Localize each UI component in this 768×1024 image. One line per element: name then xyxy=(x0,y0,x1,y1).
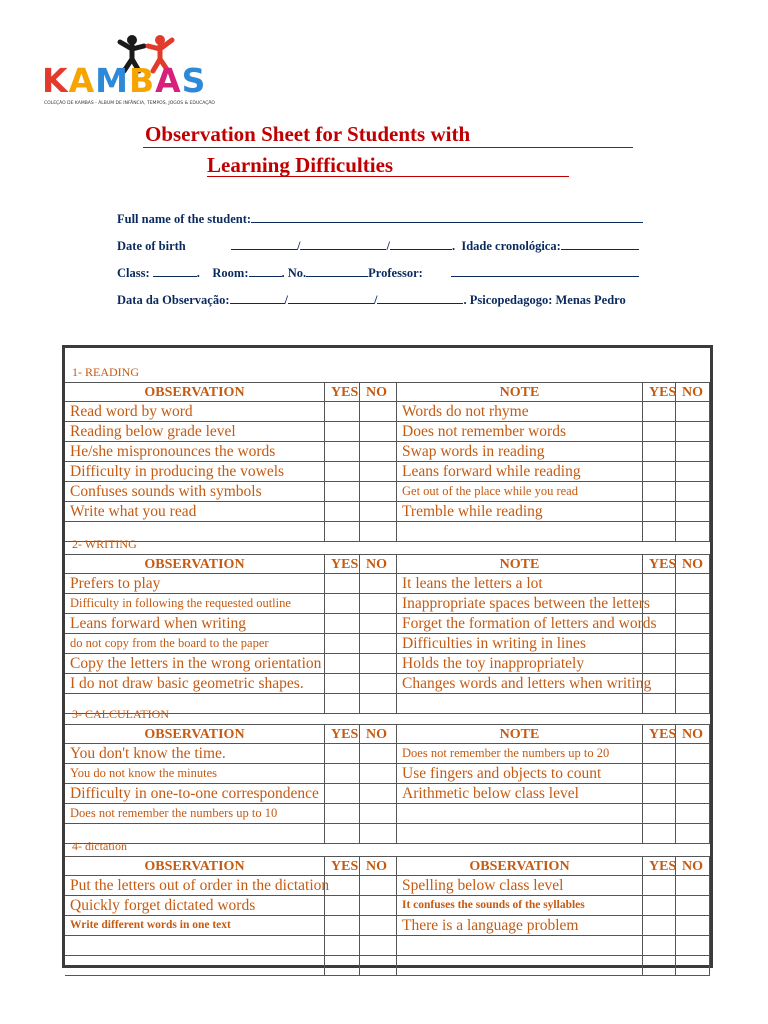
yes-checkbox-cell[interactable] xyxy=(325,956,360,976)
cell-text: Confuses sounds with symbols xyxy=(70,483,262,500)
observation-cell xyxy=(65,916,325,936)
note-cell xyxy=(397,634,643,654)
no-checkbox-cell[interactable] xyxy=(360,876,397,896)
yes-checkbox-cell[interactable] xyxy=(325,916,360,936)
no-checkbox-cell[interactable] xyxy=(360,462,397,482)
idade-label: Idade cronológica: xyxy=(461,239,561,253)
table-row xyxy=(65,654,710,674)
no-checkbox-cell[interactable] xyxy=(676,422,710,442)
cell-text: Difficulties in writing in lines xyxy=(402,635,586,652)
cell-text: Write what you read xyxy=(70,503,197,520)
yes-checkbox-cell[interactable] xyxy=(643,594,676,614)
cell-text: Arithmetic below class level xyxy=(402,785,579,802)
column-header: YES xyxy=(325,554,360,574)
yes-checkbox-cell[interactable] xyxy=(643,936,676,956)
cell-text: Prefers to play xyxy=(70,575,161,592)
table-header-row xyxy=(65,382,710,402)
class-label: Class: xyxy=(117,266,150,280)
no-checkbox-cell[interactable] xyxy=(360,634,397,654)
yes-checkbox-cell[interactable] xyxy=(643,744,676,764)
observation-cell xyxy=(65,674,325,694)
table-row xyxy=(65,744,710,764)
cell-text: Put the letters out of order in the dictation xyxy=(70,877,330,894)
table-row xyxy=(65,936,710,956)
no-checkbox-cell[interactable] xyxy=(676,916,710,936)
observation-cell xyxy=(65,502,325,522)
table-row xyxy=(65,784,710,804)
note-cell xyxy=(397,674,652,694)
no-checkbox-cell[interactable] xyxy=(676,482,710,502)
yes-checkbox-cell[interactable] xyxy=(325,574,360,594)
dob-row xyxy=(117,239,639,253)
cell-text: Quickly forget dictated words xyxy=(70,897,256,914)
table-row xyxy=(65,462,710,482)
yes-checkbox-cell[interactable] xyxy=(325,442,360,462)
yes-checkbox-cell[interactable] xyxy=(325,634,360,654)
column-header: YES xyxy=(325,724,360,744)
no-checkbox-cell[interactable] xyxy=(360,764,397,784)
table-header-row xyxy=(65,724,710,744)
column-header: OBSERVATION xyxy=(65,382,325,402)
cell-text: Difficulty in following the requested outline xyxy=(70,596,291,610)
yes-checkbox-cell[interactable] xyxy=(325,804,360,824)
cell-text: Difficulty in producing the vowels xyxy=(70,463,285,480)
cell-text: Copy the letters in the wrong orientation xyxy=(70,655,322,672)
column-header: YES xyxy=(643,724,676,744)
yes-checkbox-cell[interactable] xyxy=(643,804,676,824)
obs-month-field[interactable] xyxy=(288,293,374,304)
table-row xyxy=(65,896,710,916)
dob-end: . xyxy=(451,239,456,253)
column-header: NO xyxy=(360,856,397,876)
obs-separator: / xyxy=(373,293,378,307)
obs-date-label: Data da Observação: xyxy=(117,293,230,307)
cell-text: Write different words in one text xyxy=(70,919,231,931)
cell-text: It leans the letters a lot xyxy=(402,575,543,592)
column-header: NO xyxy=(360,554,397,574)
note-cell xyxy=(397,694,643,714)
no-checkbox-cell[interactable] xyxy=(360,502,397,522)
cell-text: Inappropriate spaces between the letters xyxy=(402,595,650,612)
column-header: OBSERVATION xyxy=(397,856,643,876)
yes-checkbox-cell[interactable] xyxy=(325,824,360,844)
cell-text: There is a language problem xyxy=(402,917,579,934)
yes-checkbox-cell[interactable] xyxy=(325,614,360,634)
observation-sheet xyxy=(62,345,713,968)
table-header-row xyxy=(65,856,710,876)
cell-text: It confuses the sounds of the syllables xyxy=(402,899,585,911)
no-checkbox-cell[interactable] xyxy=(360,574,397,594)
full-name-label: Full name of the student: xyxy=(117,212,252,226)
no-checkbox-cell[interactable] xyxy=(360,824,397,844)
cell-text: Use fingers and objects to count xyxy=(402,765,602,782)
no-field[interactable] xyxy=(306,266,368,277)
column-header: NOTE xyxy=(397,382,643,402)
table-row xyxy=(65,502,710,522)
obs-day-field[interactable] xyxy=(230,293,285,304)
cell-text: Leans forward when writing xyxy=(70,615,247,632)
observation-cell xyxy=(65,936,325,956)
no-checkbox-cell[interactable] xyxy=(676,876,710,896)
note-cell xyxy=(397,896,643,916)
full-name-field[interactable] xyxy=(251,212,643,223)
column-header: YES xyxy=(643,856,676,876)
column-header: YES xyxy=(643,554,676,574)
no-checkbox-cell[interactable] xyxy=(360,654,397,674)
table-row xyxy=(65,574,710,594)
yes-checkbox-cell[interactable] xyxy=(325,896,360,916)
column-header: NO xyxy=(676,724,710,744)
column-header: OBSERVATION xyxy=(65,554,325,574)
observation-cell xyxy=(65,422,325,442)
yes-checkbox-cell[interactable] xyxy=(643,614,676,634)
yes-checkbox-cell[interactable] xyxy=(643,896,676,916)
column-header: NO xyxy=(676,554,710,574)
yes-checkbox-cell[interactable] xyxy=(643,462,676,482)
page-title-line1: Observation Sheet for Students with xyxy=(145,122,471,146)
yes-checkbox-cell[interactable] xyxy=(325,594,360,614)
column-header: YES xyxy=(643,382,676,402)
dob-day-field[interactable] xyxy=(231,239,297,250)
logo-brand-text: KAMBAS xyxy=(42,61,207,100)
no-checkbox-cell[interactable] xyxy=(676,936,710,956)
table-row xyxy=(65,674,710,694)
observation-cell xyxy=(65,784,325,804)
yes-checkbox-cell[interactable] xyxy=(643,674,676,694)
column-header: OBSERVATION xyxy=(65,856,325,876)
no-checkbox-cell[interactable] xyxy=(676,594,710,614)
observation-cell xyxy=(65,634,325,654)
section-title: 3- CALCULATION xyxy=(72,707,169,721)
table-row xyxy=(65,614,710,634)
no-checkbox-cell[interactable] xyxy=(676,574,710,594)
yes-checkbox-cell[interactable] xyxy=(325,674,360,694)
class-field[interactable] xyxy=(153,266,197,277)
yes-checkbox-cell[interactable] xyxy=(325,654,360,674)
obs-year-field[interactable] xyxy=(377,293,463,304)
yes-checkbox-cell[interactable] xyxy=(643,824,676,844)
note-cell xyxy=(397,824,643,844)
table-header-row xyxy=(65,554,710,574)
dob-separator: / xyxy=(386,239,390,253)
note-cell xyxy=(397,462,643,482)
obs-date-row xyxy=(117,293,626,307)
section-title: 1- READING xyxy=(72,365,139,379)
no-checkbox-cell[interactable] xyxy=(676,674,710,694)
cell-text: Forget the formation of letters and words xyxy=(402,615,657,632)
yes-checkbox-cell[interactable] xyxy=(325,462,360,482)
table-row xyxy=(65,804,710,824)
yes-checkbox-cell[interactable] xyxy=(643,694,676,714)
no-checkbox-cell[interactable] xyxy=(676,402,710,422)
logo-tagline: COLEÇÃO DE KAMBAS - ÁLBUM DE INFÂNCIA, TEMPOS, JOGOS & EDUCAÇÃO xyxy=(44,101,215,106)
no-checkbox-cell[interactable] xyxy=(676,614,710,634)
yes-checkbox-cell[interactable] xyxy=(325,764,360,784)
full-name-row xyxy=(117,212,643,226)
table-row xyxy=(65,422,710,442)
no-checkbox-cell[interactable] xyxy=(676,764,710,784)
title-underline-2 xyxy=(207,176,569,177)
yes-checkbox-cell[interactable] xyxy=(643,422,676,442)
yes-checkbox-cell[interactable] xyxy=(643,402,676,422)
note-cell xyxy=(397,422,643,442)
section-title: 2- WRITING xyxy=(72,537,137,551)
no-checkbox-cell[interactable] xyxy=(360,614,397,634)
dob-year-field[interactable] xyxy=(390,239,452,250)
observation-cell xyxy=(65,764,325,784)
cell-text: You don't know the time. xyxy=(70,745,226,762)
cell-text: Does not remember words xyxy=(402,423,566,440)
no-checkbox-cell[interactable] xyxy=(360,674,397,694)
observation-cell xyxy=(65,804,325,824)
yes-checkbox-cell[interactable] xyxy=(643,574,676,594)
yes-checkbox-cell[interactable] xyxy=(643,634,676,654)
yes-checkbox-cell[interactable] xyxy=(643,916,676,936)
observation-cell xyxy=(65,482,325,502)
no-checkbox-cell[interactable] xyxy=(360,744,397,764)
table-row xyxy=(65,402,710,422)
yes-checkbox-cell[interactable] xyxy=(325,694,360,714)
no-checkbox-cell[interactable] xyxy=(676,522,710,542)
cell-text: Spelling below class level xyxy=(402,877,564,894)
psicopedagogo-text: . Psicopedagogo: Menas Pedro xyxy=(463,293,626,307)
dob-month-field[interactable] xyxy=(300,239,386,250)
note-cell xyxy=(397,936,643,956)
kambas-logo xyxy=(40,34,215,114)
page-title-line2: Learning Difficulties xyxy=(207,153,394,177)
cell-text: Tremble while reading xyxy=(402,503,543,520)
table-row xyxy=(65,634,710,654)
cell-text: Difficulty in one-to-one correspondence xyxy=(70,785,319,802)
table-row xyxy=(65,594,710,614)
observation-cell xyxy=(65,876,330,896)
cell-text: Get out of the place while you read xyxy=(402,484,578,498)
column-header: NO xyxy=(676,382,710,402)
yes-checkbox-cell[interactable] xyxy=(325,936,360,956)
no-checkbox-cell[interactable] xyxy=(360,594,397,614)
note-cell xyxy=(397,876,643,896)
cell-text: Holds the toy inappropriately xyxy=(402,655,585,672)
section-title: 4- dictation xyxy=(72,839,127,853)
cell-text: Leans forward while reading xyxy=(402,463,581,480)
cell-text: Does not remember the numbers up to 20 xyxy=(402,746,610,760)
yes-checkbox-cell[interactable] xyxy=(643,654,676,674)
yes-checkbox-cell[interactable] xyxy=(643,482,676,502)
yes-checkbox-cell[interactable] xyxy=(325,876,360,896)
table-row xyxy=(65,824,710,844)
column-header: NOTE xyxy=(397,554,643,574)
yes-checkbox-cell[interactable] xyxy=(643,442,676,462)
no-checkbox-cell[interactable] xyxy=(676,824,710,844)
no-checkbox-cell[interactable] xyxy=(676,896,710,916)
table-row xyxy=(65,876,710,896)
no-checkbox-cell[interactable] xyxy=(676,442,710,462)
yes-checkbox-cell[interactable] xyxy=(643,522,676,542)
no-checkbox-cell[interactable] xyxy=(676,956,710,976)
no-checkbox-cell[interactable] xyxy=(360,422,397,442)
cell-text: do not copy from the board to the paper xyxy=(70,636,269,650)
note-cell xyxy=(397,744,643,764)
table-row xyxy=(65,442,710,462)
yes-checkbox-cell[interactable] xyxy=(325,402,360,422)
no-checkbox-cell[interactable] xyxy=(360,804,397,824)
observation-cell xyxy=(65,442,325,462)
yes-checkbox-cell[interactable] xyxy=(325,482,360,502)
no-checkbox-cell[interactable] xyxy=(676,654,710,674)
cell-text: Read word by word xyxy=(70,403,193,420)
no-checkbox-cell[interactable] xyxy=(360,442,397,462)
cell-text: Swap words in reading xyxy=(402,443,545,460)
professor-field[interactable] xyxy=(451,266,639,277)
dob-separator: / xyxy=(297,239,301,253)
observation-cell xyxy=(65,574,325,594)
cell-text: He/she mispronounces the words xyxy=(70,443,276,460)
column-header: NOTE xyxy=(397,724,643,744)
title-underline-1 xyxy=(143,147,633,148)
no-checkbox-cell[interactable] xyxy=(676,462,710,482)
cell-text: Does not remember the numbers up to 10 xyxy=(70,806,278,820)
table-row xyxy=(65,482,710,502)
yes-checkbox-cell[interactable] xyxy=(325,422,360,442)
class-end: . xyxy=(196,266,200,280)
no-checkbox-cell[interactable] xyxy=(676,502,710,522)
observation-cell xyxy=(65,462,325,482)
note-cell xyxy=(397,522,643,542)
column-header: YES xyxy=(325,382,360,402)
no-checkbox-cell[interactable] xyxy=(676,784,710,804)
column-header: NO xyxy=(676,856,710,876)
yes-checkbox-cell[interactable] xyxy=(325,522,360,542)
cell-text: You do not know the minutes xyxy=(70,766,218,780)
column-header: NO xyxy=(360,724,397,744)
note-cell xyxy=(397,402,643,422)
observation-cell xyxy=(65,956,325,976)
cell-text: Changes words and letters when writing xyxy=(402,675,652,692)
note-cell xyxy=(397,482,643,502)
table-row xyxy=(65,956,710,976)
observation-cell xyxy=(65,896,325,916)
note-cell xyxy=(397,784,643,804)
no-checkbox-cell[interactable] xyxy=(676,634,710,654)
column-header: NO xyxy=(360,382,397,402)
note-cell xyxy=(397,804,643,824)
note-cell xyxy=(397,442,643,462)
dob-label: Date of birth xyxy=(117,239,186,253)
cell-text: Words do not rhyme xyxy=(402,403,529,420)
no-checkbox-cell[interactable] xyxy=(360,896,397,916)
no-checkbox-cell[interactable] xyxy=(360,522,397,542)
room-label: Room: xyxy=(212,266,249,280)
yes-checkbox-cell[interactable] xyxy=(325,784,360,804)
idade-field[interactable] xyxy=(561,239,639,250)
observation-cell xyxy=(65,744,325,764)
no-checkbox-cell[interactable] xyxy=(676,694,710,714)
table-row xyxy=(65,764,710,784)
no-checkbox-cell[interactable] xyxy=(360,936,397,956)
table-row xyxy=(65,522,710,542)
note-cell xyxy=(397,614,657,634)
class-row xyxy=(117,266,639,280)
column-header: OBSERVATION xyxy=(65,724,325,744)
yes-checkbox-cell[interactable] xyxy=(325,744,360,764)
table-row xyxy=(65,916,710,936)
note-cell xyxy=(397,956,643,976)
cell-text: I do not draw basic geometric shapes. xyxy=(70,675,304,692)
note-cell xyxy=(397,594,650,614)
yes-checkbox-cell[interactable] xyxy=(643,764,676,784)
note-cell xyxy=(397,574,643,594)
yes-checkbox-cell[interactable] xyxy=(643,876,676,896)
note-cell xyxy=(397,502,643,522)
no-checkbox-cell[interactable] xyxy=(360,694,397,714)
observation-cell xyxy=(65,654,325,674)
obs-separator: / xyxy=(284,293,288,307)
no-checkbox-cell[interactable] xyxy=(360,784,397,804)
no-checkbox-cell[interactable] xyxy=(676,804,710,824)
yes-checkbox-cell[interactable] xyxy=(643,784,676,804)
observation-cell xyxy=(65,614,325,634)
note-cell xyxy=(397,764,643,784)
yes-checkbox-cell[interactable] xyxy=(643,956,676,976)
no-checkbox-cell[interactable] xyxy=(360,402,397,422)
note-cell xyxy=(397,654,643,674)
no-checkbox-cell[interactable] xyxy=(360,916,397,936)
no-checkbox-cell[interactable] xyxy=(360,956,397,976)
no-label: . No. xyxy=(281,266,307,280)
no-checkbox-cell[interactable] xyxy=(360,482,397,502)
professor-label: Professor: xyxy=(368,266,423,280)
observation-cell xyxy=(65,594,325,614)
yes-checkbox-cell[interactable] xyxy=(325,502,360,522)
yes-checkbox-cell[interactable] xyxy=(643,502,676,522)
room-field[interactable] xyxy=(249,266,282,277)
note-cell xyxy=(397,916,643,936)
column-header: YES xyxy=(325,856,360,876)
cell-text: Reading below grade level xyxy=(70,423,236,440)
no-checkbox-cell[interactable] xyxy=(676,744,710,764)
observation-cell xyxy=(65,402,325,422)
